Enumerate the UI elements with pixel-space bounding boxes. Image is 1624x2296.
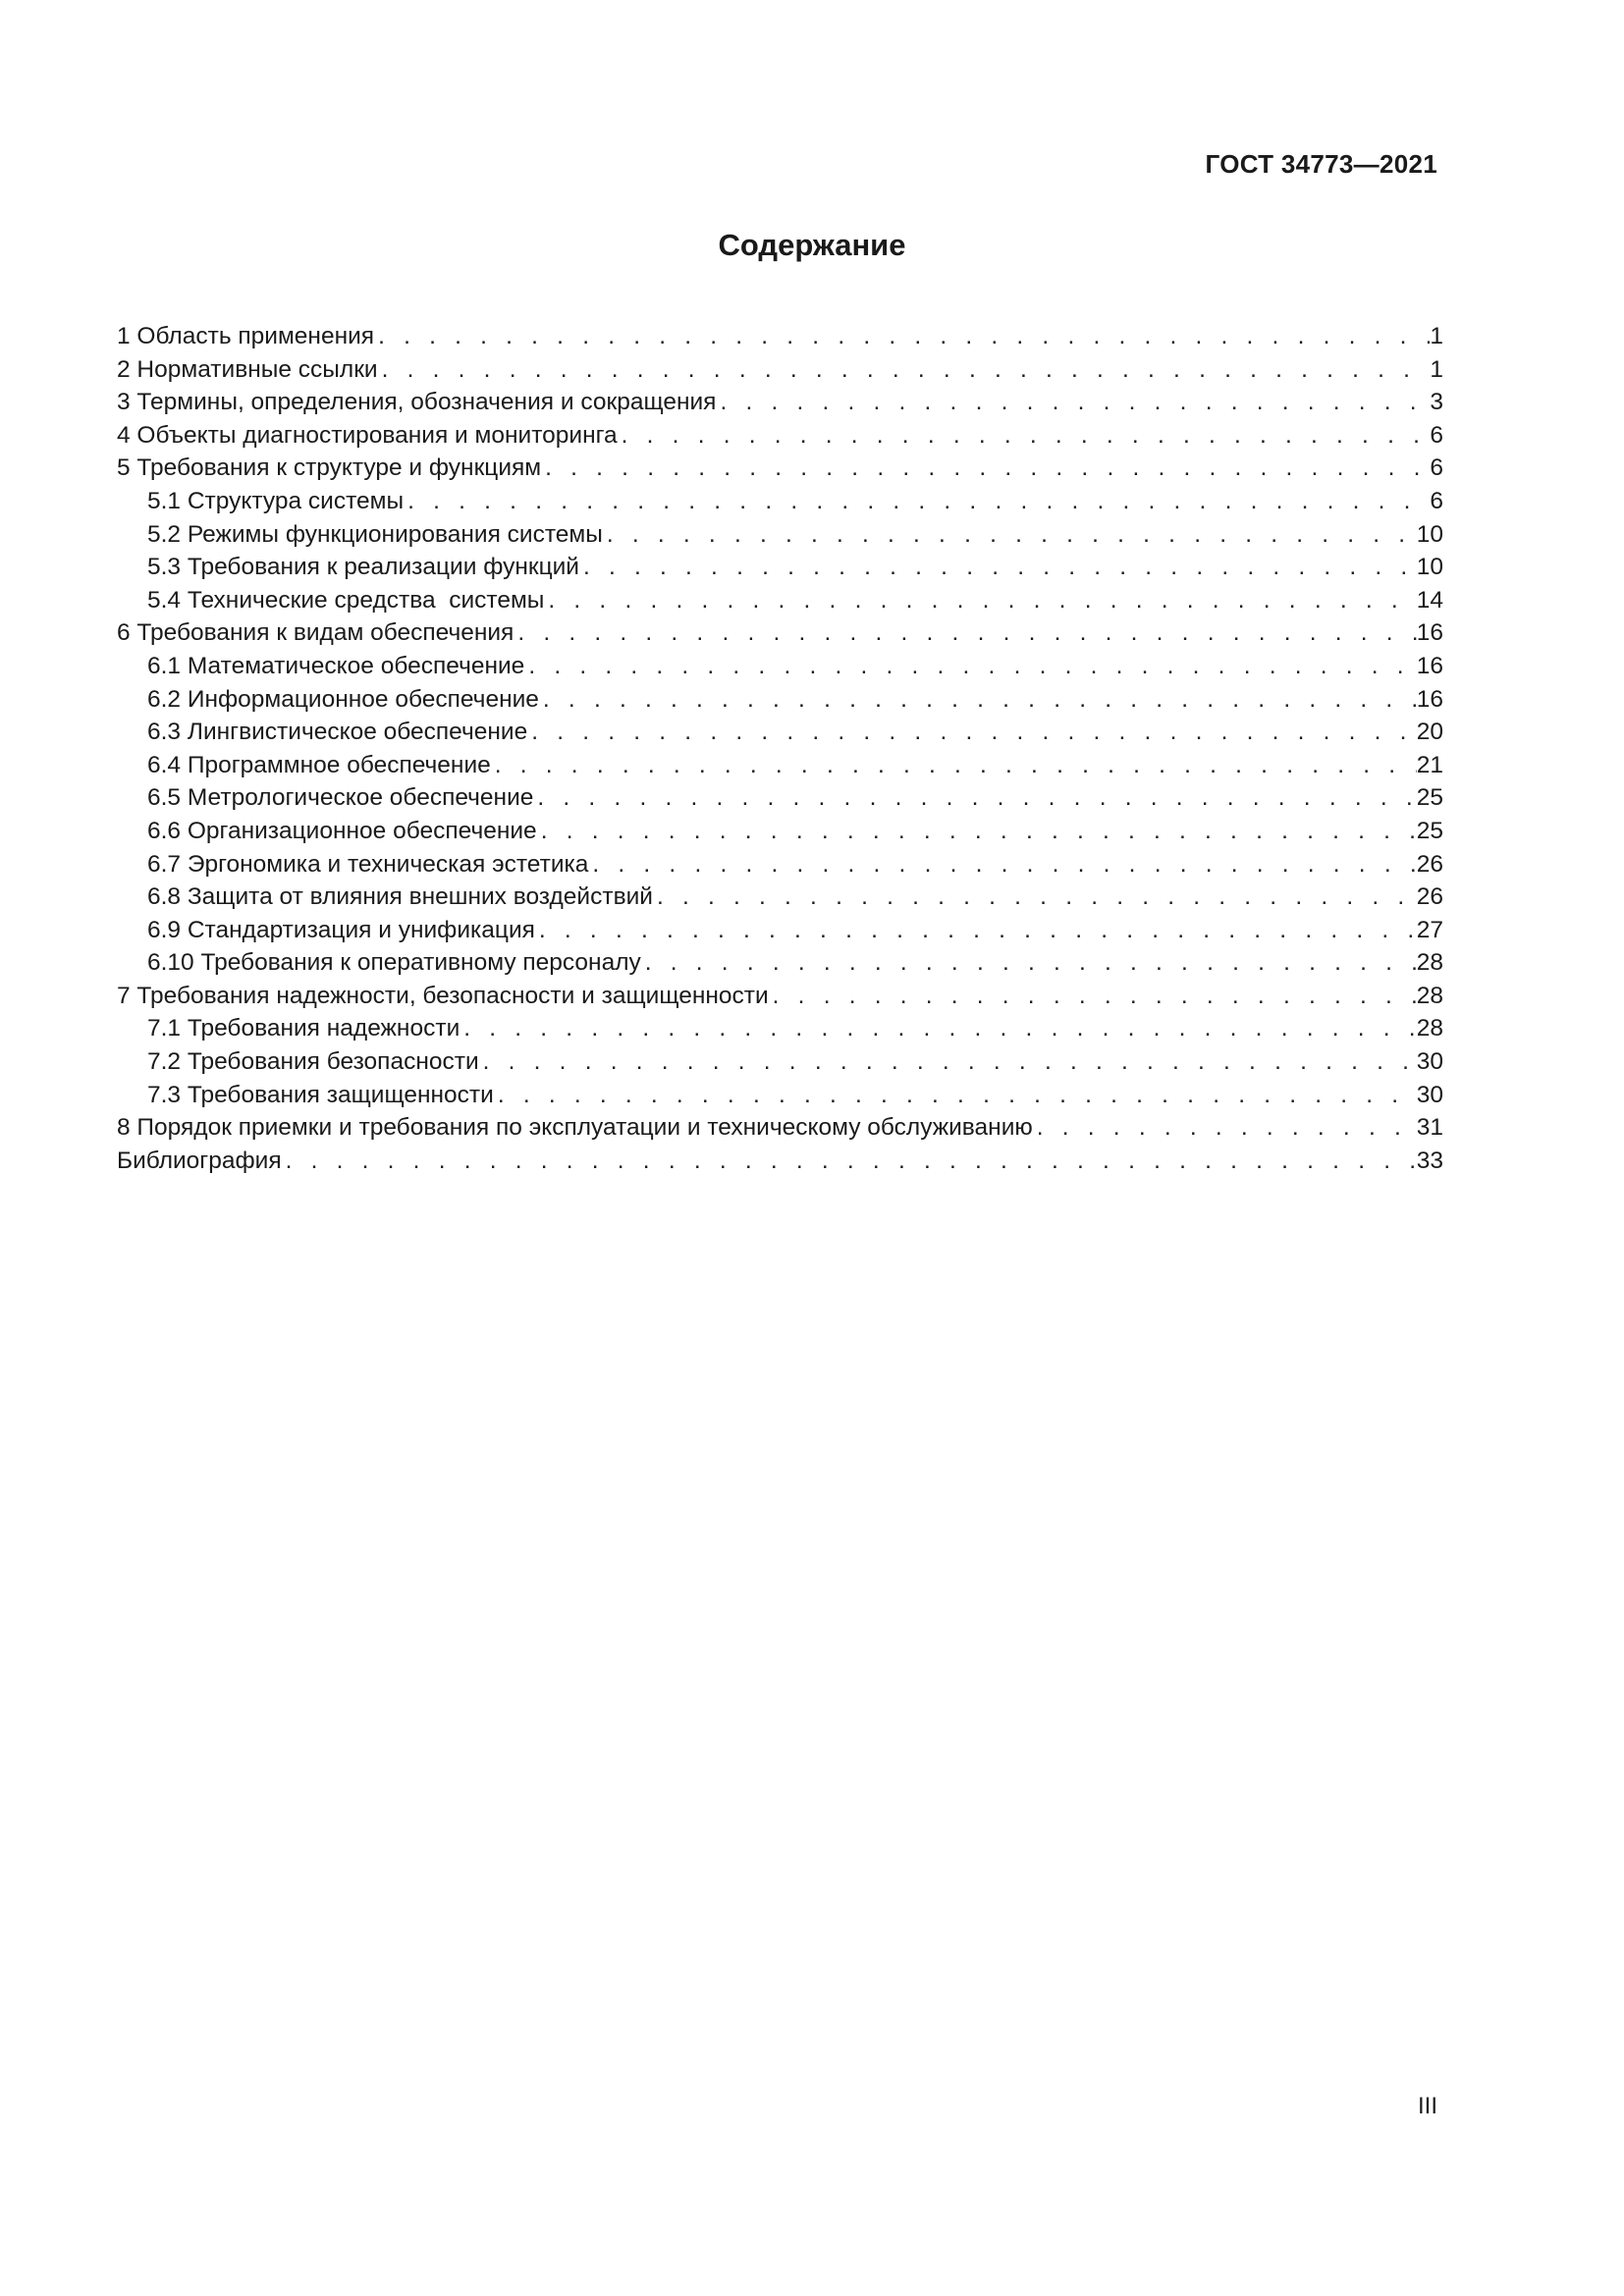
toc-entry[interactable] [117, 353, 1443, 387]
toc-entry-label: 7.1 Требования надежности [147, 1015, 460, 1042]
toc-entry-label: 5.4 Технические средства системы [147, 586, 545, 614]
toc-entry-page: 16 [1416, 619, 1443, 647]
toc-entry[interactable] [117, 815, 1443, 848]
toc-dot-leader [588, 848, 1416, 881]
toc-dot-leader [653, 881, 1417, 914]
toc-dot-leader [514, 616, 1416, 650]
toc-dot-leader [544, 584, 1416, 617]
toc-entry[interactable] [117, 946, 1443, 980]
toc-entry-label: 6.8 Защита от влияния внешних воздействий [147, 883, 653, 911]
toc-dot-leader [541, 452, 1430, 485]
toc-entry-label: 6.2 Информационное обеспечение [147, 685, 539, 713]
toc-entry[interactable] [117, 320, 1443, 353]
toc-entry-page: 14 [1416, 586, 1443, 614]
toc-title: Содержание [718, 228, 906, 262]
toc-entry-page: 25 [1416, 784, 1443, 812]
toc-entry-label: 5.2 Режимы функционирования системы [147, 520, 603, 548]
toc-entry-page: 28 [1416, 949, 1443, 977]
toc-entry-label: 6.3 Лингвистическое обеспечение [147, 719, 528, 746]
toc-entry-label: 2 Нормативные ссылки [117, 355, 378, 383]
toc-entry-page: 3 [1430, 389, 1443, 416]
toc-dot-leader [537, 815, 1417, 848]
toc-entry-label: 6 Требования к видам обеспечения [117, 619, 514, 647]
toc-entry-page: 28 [1416, 1015, 1443, 1042]
toc-entry-label: 7.2 Требования безопасности [147, 1048, 479, 1076]
toc-entry[interactable] [117, 616, 1443, 650]
toc-entry[interactable] [117, 1079, 1443, 1112]
toc-entry-page: 27 [1416, 916, 1443, 943]
toc-entry[interactable] [117, 716, 1443, 749]
toc-entry-label: 4 Объекты диагностирования и мониторинга [117, 421, 618, 449]
toc-dot-leader [479, 1045, 1417, 1079]
toc-dot-leader [374, 320, 1430, 353]
toc-entry-page: 10 [1416, 554, 1443, 581]
toc-entry-label: 6.7 Эргономика и техническая эстетика [147, 850, 589, 878]
toc-entry[interactable] [117, 1012, 1443, 1045]
toc-entry[interactable] [117, 781, 1443, 815]
toc-entry-label: 6.5 Метрологическое обеспечение [147, 784, 534, 812]
toc-dot-leader [524, 650, 1416, 683]
toc-entry-label: 5.1 Структура системы [147, 487, 405, 514]
toc-dot-leader [533, 781, 1416, 815]
toc-entry-page: 6 [1430, 421, 1443, 449]
toc-entry-label: 3 Термины, определения, обозначения и сокращения [117, 389, 717, 416]
toc-entry[interactable] [117, 551, 1443, 584]
toc-entry[interactable] [117, 452, 1443, 485]
toc-entry[interactable] [117, 1111, 1443, 1145]
toc-entry[interactable] [117, 881, 1443, 914]
page-number: III [1417, 2093, 1437, 2119]
toc-entry-page: 16 [1416, 685, 1443, 713]
toc-dot-leader [494, 1079, 1417, 1112]
toc-entry-label: 6.9 Стандартизация и унификация [147, 916, 535, 943]
toc-dot-leader [641, 946, 1417, 980]
toc-entry-page: 30 [1416, 1048, 1443, 1076]
toc-entry-page: 1 [1430, 355, 1443, 383]
toc-dot-leader [603, 518, 1417, 552]
toc-entry-label: 6.4 Программное обеспечение [147, 751, 491, 778]
toc-entry[interactable] [117, 914, 1443, 947]
document-code: ГОСТ 34773—2021 [1205, 149, 1437, 179]
toc-entry-label: 6.1 Математическое обеспечение [147, 652, 525, 679]
toc-entry-label: 7.3 Требования защищенности [147, 1081, 494, 1108]
table-of-contents [117, 320, 1443, 1177]
toc-entry[interactable] [117, 650, 1443, 683]
toc-dot-leader [404, 485, 1430, 518]
toc-dot-leader [491, 749, 1417, 782]
toc-entry[interactable] [117, 518, 1443, 552]
toc-dot-leader [460, 1012, 1416, 1045]
toc-entry-page: 1 [1430, 323, 1443, 349]
toc-entry-page: 10 [1416, 520, 1443, 548]
toc-entry[interactable] [117, 584, 1443, 617]
toc-dot-leader [527, 716, 1417, 749]
toc-entry-page: 30 [1416, 1081, 1443, 1108]
toc-entry[interactable] [117, 749, 1443, 782]
toc-dot-leader [716, 386, 1430, 419]
toc-entry-page: 20 [1416, 719, 1443, 746]
toc-entry-label: 1 Область применения [117, 323, 375, 349]
toc-entry-page: 28 [1416, 982, 1443, 1009]
toc-entry-label: 6.10 Требования к оперативному персоналу [147, 949, 641, 977]
toc-entry-label: 5 Требования к структуре и функциям [117, 454, 542, 482]
toc-entry-label: 5.3 Требования к реализации функций [147, 554, 579, 581]
toc-entry-page: 33 [1416, 1147, 1443, 1174]
toc-dot-leader [539, 683, 1417, 717]
toc-dot-leader [618, 419, 1431, 453]
toc-entry-page: 6 [1430, 487, 1443, 514]
toc-entry-label: 6.6 Организационное обеспечение [147, 817, 537, 844]
toc-entry[interactable] [117, 386, 1443, 419]
toc-entry[interactable] [117, 419, 1443, 453]
toc-entry-page: 16 [1416, 652, 1443, 679]
toc-entry[interactable] [117, 1045, 1443, 1079]
toc-entry[interactable] [117, 980, 1443, 1013]
toc-entry[interactable] [117, 485, 1443, 518]
toc-entry-page: 26 [1416, 883, 1443, 911]
toc-entry-label: Библиография [117, 1147, 282, 1174]
toc-entry-label: 8 Порядок приемки и требования по эксплуатации и техническому обслуживанию [117, 1114, 1033, 1142]
toc-entry-page: 26 [1416, 850, 1443, 878]
toc-dot-leader [535, 914, 1417, 947]
toc-entry[interactable] [117, 683, 1443, 717]
toc-dot-leader [378, 353, 1431, 387]
toc-dot-leader [769, 980, 1417, 1013]
toc-entry-page: 6 [1430, 454, 1443, 482]
toc-entry-page: 31 [1416, 1114, 1443, 1142]
toc-dot-leader [1033, 1111, 1417, 1145]
toc-entry[interactable] [117, 848, 1443, 881]
toc-entry[interactable] [117, 1145, 1443, 1178]
toc-dot-leader [579, 551, 1417, 584]
toc-entry-page: 21 [1416, 751, 1443, 778]
toc-entry-page: 25 [1416, 817, 1443, 844]
toc-dot-leader [282, 1145, 1417, 1178]
toc-entry-label: 7 Требования надежности, безопасности и защищенности [117, 982, 769, 1009]
